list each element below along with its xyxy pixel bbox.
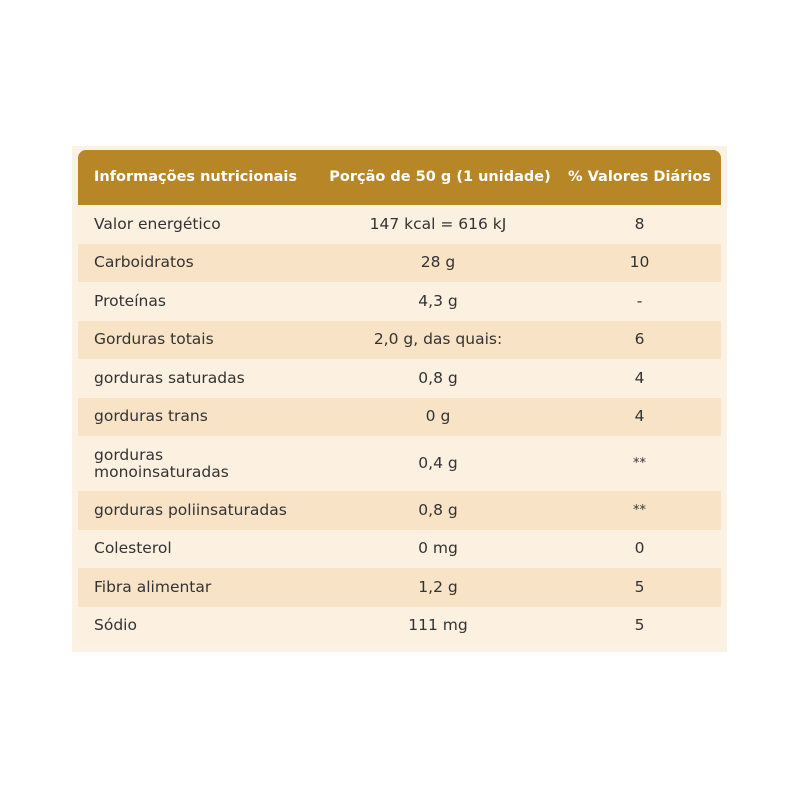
nutrient-name: Fibra alimentar <box>94 577 212 596</box>
nutrient-name: gorduras poliinsaturadas <box>94 500 287 519</box>
table-row <box>78 530 721 569</box>
nutrient-daily-value: 10 <box>629 253 650 272</box>
table-row <box>78 568 721 607</box>
nutrient-name: Sódio <box>94 616 137 635</box>
nutrient-amount: 111 mg <box>408 616 468 635</box>
nutrient-name: gorduras trans <box>94 407 208 426</box>
nutrient-amount: 0 mg <box>418 539 458 558</box>
nutrient-amount: 4,3 g <box>418 291 458 310</box>
nutrient-name: Valor energético <box>94 214 221 233</box>
nutrient-daily-value: 4 <box>634 368 645 387</box>
table-row <box>78 321 721 360</box>
table-row <box>78 607 721 646</box>
table-row <box>78 244 721 283</box>
header-portion: Porção de 50 g (1 unidade) <box>329 169 551 185</box>
nutrient-amount: 0,8 g <box>418 368 458 387</box>
table-row <box>78 398 721 437</box>
nutrient-name: gorduras monoinsaturadas <box>94 445 229 481</box>
nutrient-daily-value: 0 <box>634 539 645 558</box>
nutrient-daily-value: 5 <box>634 577 645 596</box>
nutrient-daily-value: 8 <box>634 214 645 233</box>
nutrient-name: gorduras saturadas <box>94 368 245 387</box>
nutrient-amount: 1,2 g <box>418 577 458 596</box>
nutrient-daily-value: 4 <box>634 407 645 426</box>
table-row <box>78 282 721 321</box>
nutrient-amount: 0 g <box>425 407 451 426</box>
nutrient-daily-value: 6 <box>634 330 645 349</box>
nutrition-table-frame <box>72 146 727 652</box>
nutrient-amount: 2,0 g, das quais: <box>373 330 503 349</box>
nutrient-daily-value: 5 <box>634 616 645 635</box>
nutrient-daily-value: - <box>636 291 643 310</box>
table-header <box>78 150 721 205</box>
nutrient-name: Colesterol <box>94 539 172 558</box>
nutrition-table <box>78 150 721 645</box>
table-row <box>78 491 721 530</box>
nutrient-name: Gorduras totais <box>94 330 214 349</box>
header-nutrient: Informações nutricionais <box>94 169 298 185</box>
nutrient-amount: 147 kcal = 616 kJ <box>369 214 507 233</box>
nutrient-amount: 28 g <box>420 253 456 272</box>
nutrient-amount: 0,8 g <box>418 500 458 519</box>
nutrient-name: Carboidratos <box>94 253 194 272</box>
table-row <box>78 359 721 398</box>
table-row <box>78 436 721 491</box>
header-daily-value: % Valores Diários <box>568 169 711 185</box>
nutrient-daily-value: ** <box>633 456 646 471</box>
nutrient-name: Proteínas <box>94 291 166 310</box>
nutrient-daily-value: ** <box>633 502 646 518</box>
nutrient-amount: 0,4 g <box>418 454 458 472</box>
table-row <box>78 205 721 244</box>
